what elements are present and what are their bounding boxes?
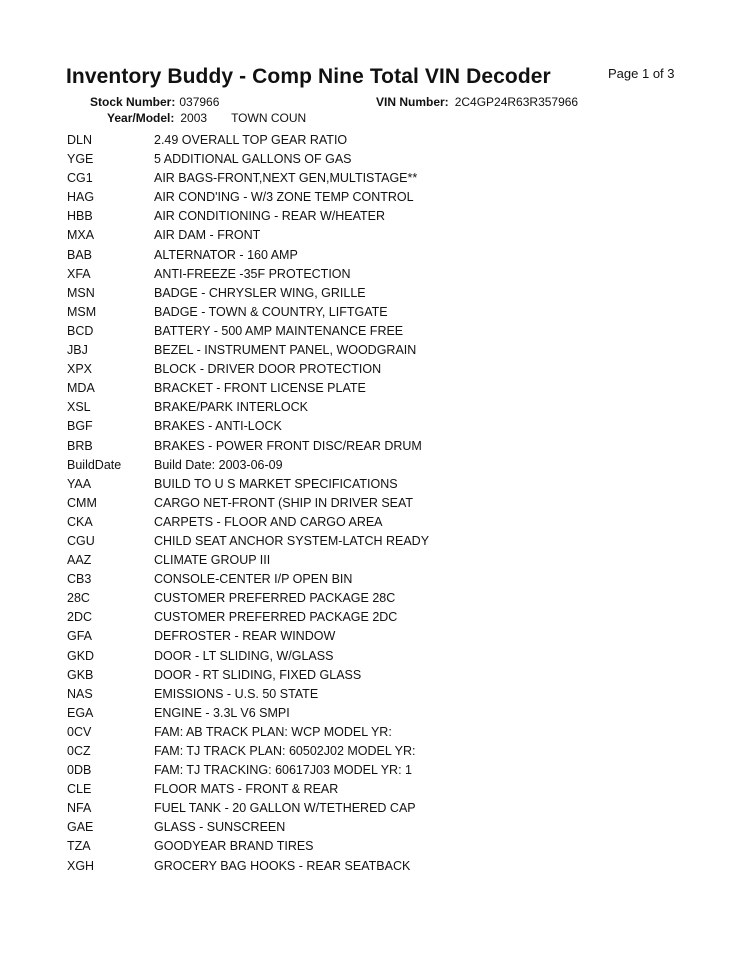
option-row [67, 608, 687, 627]
option-description: CONSOLE-CENTER I/P OPEN BIN [154, 572, 353, 587]
option-description: BRAKES - ANTI-LOCK [154, 419, 282, 434]
option-code: XGH [67, 858, 95, 873]
option-code: HAG [67, 190, 95, 205]
option-code: AAZ [67, 553, 92, 568]
option-code: YGE [67, 152, 94, 167]
option-row [67, 456, 687, 475]
option-description: FLOOR MATS - FRONT & REAR [154, 782, 339, 797]
option-description: Build Date: 2003-06-09 [154, 457, 283, 472]
option-row [67, 360, 687, 379]
option-code: 0CV [67, 724, 92, 739]
option-description: 5 ADDITIONAL GALLONS OF GAS [154, 152, 352, 167]
page-title: Inventory Buddy - Comp Nine Total VIN Decoder [66, 65, 551, 88]
option-code: BuildDate [67, 457, 122, 472]
option-description: ENGINE - 3.3L V6 SMPI [154, 705, 290, 720]
stock-number-label: Stock Number: [90, 95, 176, 109]
option-row [67, 837, 687, 856]
option-code: MXA [67, 228, 95, 243]
option-description: BADGE - TOWN & COUNTRY, LIFTGATE [154, 304, 388, 319]
option-code: BGF [67, 419, 93, 434]
option-row [67, 723, 687, 742]
option-code: CKA [67, 514, 93, 529]
option-row [67, 207, 687, 226]
option-code: CB3 [67, 572, 92, 587]
option-code: XPX [67, 362, 93, 377]
option-row [67, 647, 687, 666]
option-code: 0DB [67, 763, 92, 778]
option-code: MSN [67, 285, 95, 300]
option-row [67, 246, 687, 265]
option-code: EGA [67, 705, 94, 720]
option-code: CLE [67, 782, 92, 797]
option-code: 2DC [67, 610, 93, 625]
option-description: CHILD SEAT ANCHOR SYSTEM-LATCH READY [154, 533, 430, 548]
option-code: XSL [67, 400, 91, 415]
option-row [67, 417, 687, 436]
option-row [67, 761, 687, 780]
option-description: FAM: TJ TRACKING: 60617J03 MODEL YR: 1 [154, 763, 412, 778]
option-code: GFA [67, 629, 93, 644]
option-row [67, 341, 687, 360]
option-description: BLOCK - DRIVER DOOR PROTECTION [154, 362, 382, 377]
option-row [67, 265, 687, 284]
option-description: BRAKE/PARK INTERLOCK [154, 400, 308, 415]
option-row [67, 666, 687, 685]
option-code: MSM [67, 304, 97, 319]
option-description: FAM: TJ TRACK PLAN: 60502J02 MODEL YR: [154, 744, 416, 758]
option-description: BUILD TO U S MARKET SPECIFICATIONS [154, 476, 398, 491]
option-code: MDA [67, 381, 95, 396]
option-code: 28C [67, 591, 90, 606]
option-description: CUSTOMER PREFERRED PACKAGE 28C [154, 591, 396, 606]
option-row [67, 150, 687, 169]
option-row [67, 818, 687, 837]
option-row [67, 857, 687, 876]
option-description: BRAKES - POWER FRONT DISC/REAR DRUM [154, 438, 422, 453]
options-list [67, 131, 687, 876]
option-description: GLASS - SUNSCREEN [154, 820, 286, 835]
option-code: BRB [67, 438, 93, 453]
option-description: GROCERY BAG HOOKS - REAR SEATBACK [154, 858, 411, 873]
option-description: FAM: AB TRACK PLAN: WCP MODEL YR: [154, 724, 392, 739]
option-description: CUSTOMER PREFERRED PACKAGE 2DC [154, 610, 398, 625]
option-description: AIR COND'ING - W/3 ZONE TEMP CONTROL [154, 190, 414, 205]
option-description: ANTI-FREEZE -35F PROTECTION [154, 266, 351, 281]
option-row [67, 169, 687, 188]
option-code: HBB [67, 209, 93, 224]
option-code: GKD [67, 648, 95, 663]
model-value: TOWN COUN [231, 111, 307, 125]
option-description: CARGO NET-FRONT (SHIP IN DRIVER SEAT [154, 495, 414, 510]
page-number: Page 1 of 3 [608, 66, 675, 81]
option-row [67, 188, 687, 207]
option-row [67, 627, 687, 646]
stock-number-field [90, 95, 219, 109]
option-description: EMISSIONS - U.S. 50 STATE [154, 686, 319, 701]
option-code: GAE [67, 820, 94, 835]
option-code: YAA [67, 476, 92, 491]
option-code: JBJ [67, 343, 88, 358]
option-description: AIR CONDITIONING - REAR W/HEATER [154, 209, 386, 224]
year-value: 2003 [180, 111, 208, 125]
year-model-label: Year/Model: [107, 111, 175, 125]
option-row [67, 551, 687, 570]
option-row [67, 322, 687, 341]
vin-number-label: VIN Number: [376, 95, 449, 109]
option-row [67, 226, 687, 245]
year-model-field [107, 111, 306, 125]
option-row [67, 780, 687, 799]
vin-number-field [376, 95, 578, 109]
option-description: CARPETS - FLOOR AND CARGO AREA [154, 514, 383, 529]
option-code: NFA [67, 801, 92, 816]
option-code: CMM [67, 495, 97, 510]
option-code: BAB [67, 247, 93, 262]
option-row [67, 799, 687, 818]
option-row [67, 532, 687, 551]
option-row [67, 475, 687, 494]
option-description: AIR DAM - FRONT [154, 228, 261, 243]
option-row [67, 589, 687, 608]
option-description: 2.49 OVERALL TOP GEAR RATIO [154, 133, 348, 147]
option-row [67, 685, 687, 704]
option-row [67, 570, 687, 589]
option-description: FUEL TANK - 20 GALLON W/TETHERED CAP [154, 801, 416, 816]
option-description: CLIMATE GROUP III [154, 553, 271, 568]
vin-number-value: 2C4GP24R63R357966 [454, 95, 579, 109]
option-code: CG1 [67, 171, 93, 186]
option-row [67, 513, 687, 532]
option-code: CGU [67, 533, 95, 548]
option-description: DOOR - RT SLIDING, FIXED GLASS [154, 667, 362, 682]
option-row [67, 742, 687, 761]
option-description: DEFROSTER - REAR WINDOW [154, 629, 336, 644]
option-row [67, 437, 687, 456]
option-description: BEZEL - INSTRUMENT PANEL, WOODGRAIN [154, 343, 417, 358]
option-description: GOODYEAR BRAND TIRES [154, 839, 314, 854]
option-description: DOOR - LT SLIDING, W/GLASS [154, 648, 334, 663]
option-code: BCD [67, 323, 94, 338]
option-code: DLN [67, 133, 93, 147]
option-description: AIR BAGS-FRONT,NEXT GEN,MULTISTAGE** [154, 171, 418, 186]
option-row [67, 398, 687, 417]
option-row [67, 131, 687, 150]
option-row [67, 303, 687, 322]
option-row [67, 494, 687, 513]
option-code: GKB [67, 667, 94, 682]
option-code: TZA [67, 839, 91, 854]
option-code: NAS [67, 686, 93, 701]
option-description: BADGE - CHRYSLER WING, GRILLE [154, 285, 366, 300]
option-description: ALTERNATOR - 160 AMP [154, 247, 298, 262]
option-row [67, 704, 687, 723]
option-description: BATTERY - 500 AMP MAINTENANCE FREE [154, 323, 404, 338]
stock-number-value: 037966 [179, 95, 220, 109]
option-row [67, 284, 687, 303]
option-code: XFA [67, 266, 91, 281]
option-row [67, 379, 687, 398]
option-code: 0CZ [67, 744, 91, 758]
option-description: BRACKET - FRONT LICENSE PLATE [154, 381, 366, 396]
